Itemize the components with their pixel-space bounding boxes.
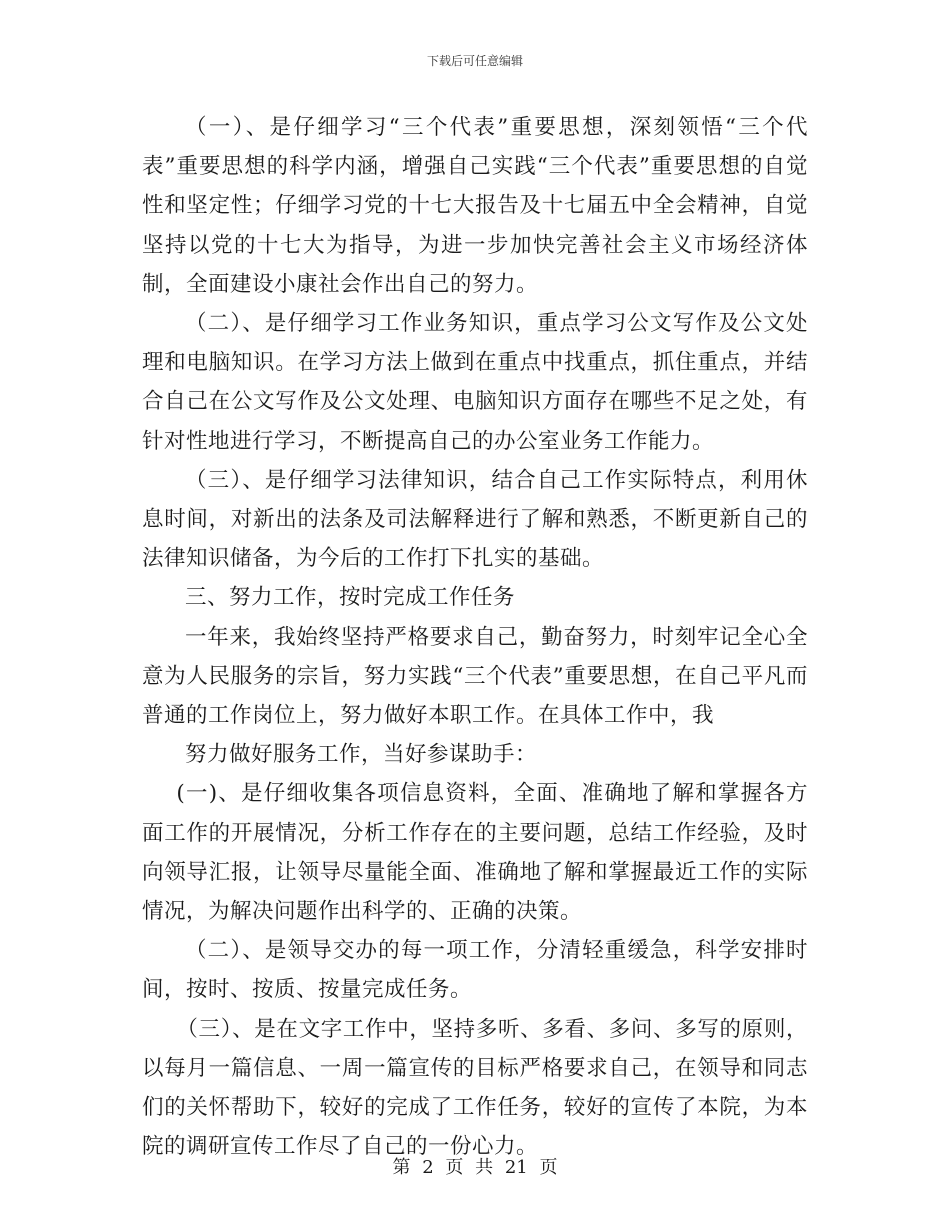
paragraph-3: （三）、是仔细学习法律知识，结合自己工作实际特点，利用休息时间，对新出的法条及司法解释进行了解和熟悉，不断更新自己的法律知识储备，为今后的工作打下扎实的基础。 bbox=[142, 467, 808, 572]
paragraph-6: (一)、是仔细收集各项信息资料，全面、准确地了解和掌握各方面工作的开展情况，分析工作存在的主要问题，总结工作经验，及时向领导汇报，让领导尽量能全面、准确地了解和掌握最近工作的实际情况，为解决问题作出科学的、正确的决策。 bbox=[142, 781, 808, 925]
paragraph-7: （二）、是领导交办的每一项工作，分清轻重缓急，科学安排时间，按时、按质、按量完成任务。 bbox=[142, 938, 808, 1003]
paragraph-5: 努力做好服务工作，当好参谋助手： bbox=[185, 742, 538, 768]
page-header-note: 下载后可任意编辑 bbox=[426, 54, 523, 68]
page-number: 第 2 页 共 21 页 bbox=[392, 1157, 558, 1178]
document-body bbox=[142, 108, 808, 1166]
paragraph-4: 一年来，我始终坚持严格要求自己，勤奋努力，时刻牢记全心全意为人民服务的宗旨，努力实践“三个代表”重要思想，在自己平凡而普通的工作岗位上，努力做好本职工作。在具体工作中，我 bbox=[142, 624, 808, 729]
paragraph-8: （三）、是在文字工作中，坚持多听、多看、多问、多写的原则，以每月一篇信息、一周一篇宣传的目标严格要求自己，在领导和同志们的关怀帮助下，较好的完成了工作任务，较好的宣传了本院，为本院的调研宣传工作尽了自己的一份心力。 bbox=[142, 1016, 808, 1160]
section-heading-3: 三、努力工作，按时完成工作任务 bbox=[185, 585, 516, 611]
paragraph-1: （一）、是仔细学习“三个代表”重要思想，深刻领悟“三个代表”重要思想的科学内涵，增强自己实践“三个代表”重要思想的自觉性和坚定性；仔细学习党的十七大报告及十七届五中全会精神，自觉坚持以党的十七大为指导，为进一步加快完善社会主义市场经济体制，全面建设小康社会作出自己的努力。 bbox=[142, 115, 808, 297]
paragraph-2: （二）、是仔细学习工作业务知识，重点学习公文写作及公文处理和电脑知识。在学习方法上做到在重点中找重点，抓住重点，并结合自己在公文写作及公文处理、电脑知识方面存在哪些不足之处，有针对性地进行学习，不断提高自己的办公室业务工作能力。 bbox=[142, 311, 808, 454]
